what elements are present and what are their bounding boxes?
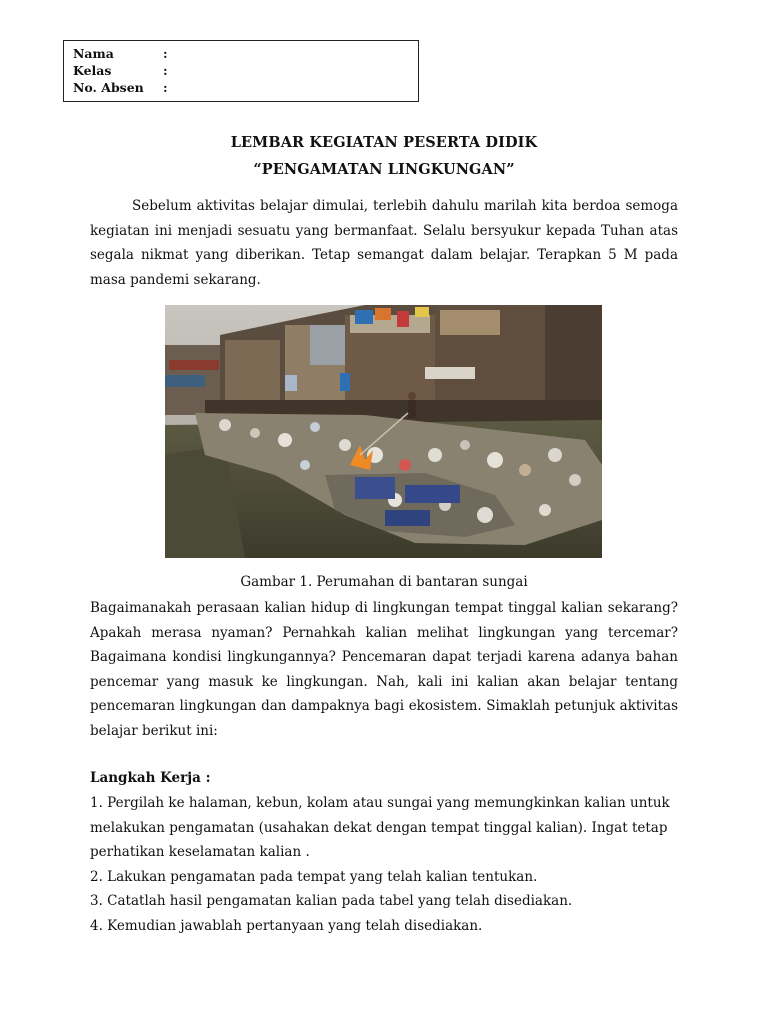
class-field-colon: : <box>163 63 168 78</box>
class-field-label: Kelas <box>73 63 112 78</box>
intro-paragraph <box>90 194 678 292</box>
riverbank-housing-photo <box>165 305 602 558</box>
class-field-row <box>73 62 418 79</box>
absence-number-field-row <box>73 79 418 96</box>
name-field-label: Nama <box>73 46 114 61</box>
intro-text: Sebelum aktivitas belajar dimulai, terlebih dahulu marilah kita berdoa semoga kegiatan ini menjadi sesuatu yang bermanfaat. Selalu bersyukur kepada Tuhan atas segala nikmat yang diberikan. Tetap semangat dalam belajar. Terapkan 5 M pada masa pandemi sekarang. <box>90 198 678 288</box>
figure-caption: Gambar 1. Perumahan di bantaran sungai <box>240 574 528 590</box>
step-item-1: 1. Pergilah ke halaman, kebun, kolam atau sungai yang memungkinkan kalian untuk melakukan pengamatan (usahakan dekat dengan tempat tinggal kalian). Ingat tetap perhatikan keselamatan kalian . <box>90 795 670 860</box>
step-item-2: 2. Lakukan pengamatan pada tempat yang telah kalian tentukan. <box>90 868 538 885</box>
worksheet-subtitle: “PENGAMATAN LINGKUNGAN” <box>253 161 515 178</box>
student-identity-box <box>63 40 419 102</box>
body-paragraph: Bagaimanakah perasaan kalian hidup di lingkungan tempat tinggal kalian sekarang? Apakah merasa nyaman? Pernahkah kalian melihat lingkungan yang tercemar? Bagaimana kondisi lingkungannya? Pencemaran dapat terjadi karena adanya bahan pencemar yang masuk ke lingkungan. Nah, kali ini kalian akan belajar tentang pencemaran lingkungan dan dampaknya bagi ekosistem. Simaklah petunjuk aktivitas belajar berikut ini: <box>90 600 678 739</box>
absence-number-field-colon: : <box>163 80 168 95</box>
steps-heading: Langkah Kerja : <box>90 770 211 786</box>
name-field-row <box>73 45 418 62</box>
name-field-colon: : <box>163 46 168 61</box>
absence-number-field-label: No. Absen <box>73 80 144 95</box>
step-item-3: 3. Catatlah hasil pengamatan kalian pada tabel yang telah disediakan. <box>90 893 573 909</box>
step-item-4: 4. Kemudian jawablah pertanyaan yang telah disediakan. <box>90 917 483 934</box>
steps-list <box>90 791 678 938</box>
worksheet-title: LEMBAR KEGIATAN PESERTA DIDIK <box>230 134 538 151</box>
